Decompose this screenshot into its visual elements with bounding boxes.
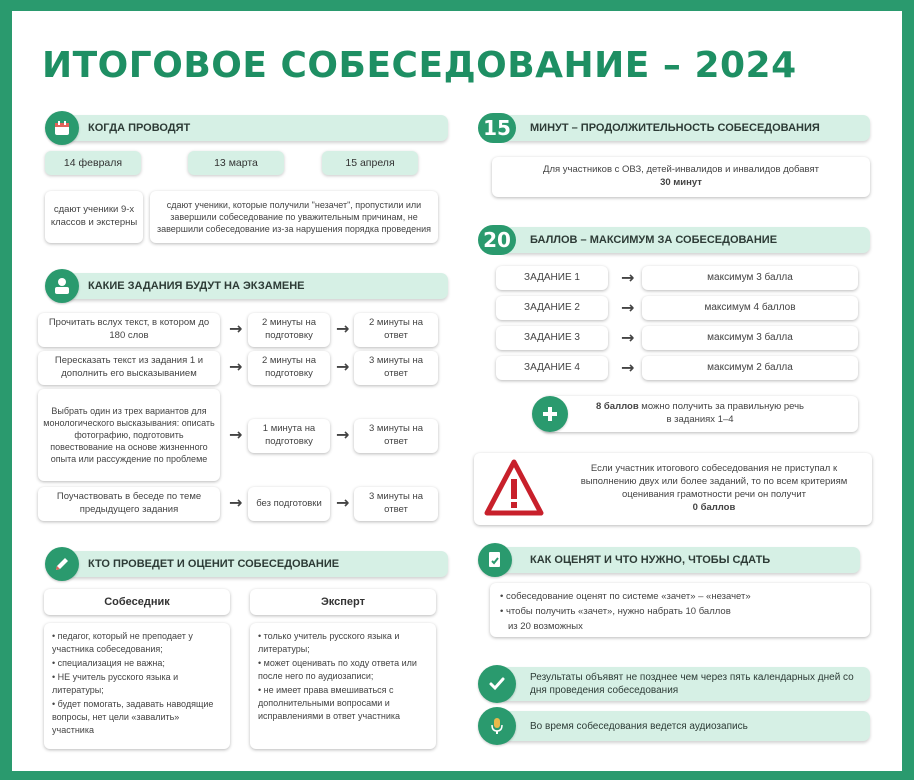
tasks-header-label: КАКИЕ ЗАДАНИЯ БУДУТ НА ЭКЗАМЕНЕ: [88, 280, 305, 292]
arrow-right-icon: →: [336, 493, 350, 512]
bonus-text: можно получить за правильную речь: [638, 401, 804, 413]
date-1: 14 февраля: [45, 151, 141, 175]
when-header: [50, 115, 448, 141]
list-item: • чтобы получить «зачет», нужно набрать 10 баллов: [500, 605, 731, 617]
bonus-points: 8 баллов: [596, 401, 639, 413]
score-max-1: максимум 3 балла: [642, 266, 858, 290]
arrow-right-icon: →: [336, 425, 350, 444]
page-title: ИТОГОВОЕ СОБЕСЕДОВАНИЕ – 2024: [42, 45, 797, 86]
audio-banner: [500, 711, 870, 741]
list-item: • НЕ учитель русского языка и литературы;: [52, 672, 179, 696]
grading-header-label: КАК ОЦЕНЯТ И ЧТО НУЖНО, ЧТОБЫ СДАТЬ: [530, 554, 771, 566]
score-task-3: ЗАДАНИЕ 3: [496, 326, 608, 350]
list-item: • будет помогать, задавать наводящие вопросы, нет цели «завалить» участника: [52, 699, 214, 736]
task-row-3-text: Выбрать один из трех вариантов для монологического высказывания: описать фотографию, подготовить повествование на основе жизненного опыта или рассуждение по проблеме: [38, 389, 220, 481]
expert-list: [250, 623, 436, 749]
pencil-icon: [45, 547, 79, 581]
arrow-right-icon: →: [229, 319, 243, 338]
arrow-right-icon: →: [229, 493, 243, 512]
plus-icon: [532, 396, 568, 432]
score-number: 20: [478, 225, 516, 255]
score-task-4: ЗАДАНИЕ 4: [496, 356, 608, 380]
duration-header-label: МИНУТ – ПРОДОЛЖИТЕЛЬНОСТЬ СОБЕСЕДОВАНИЯ: [530, 122, 820, 134]
score-header: [500, 227, 870, 253]
who-conducts-header-label: КТО ПРОВЕДЕТ И ОЦЕНИТ СОБЕСЕДОВАНИЕ: [88, 558, 340, 570]
microphone-icon: [478, 707, 516, 745]
expert-title: Эксперт: [250, 589, 436, 615]
duration-note: Для участников с ОВЗ, детей-инвалидов и инвалидов добавят: [543, 164, 819, 176]
arrow-right-icon: →: [621, 298, 635, 317]
task-row-1-prep: 2 минуты на подготовку: [248, 313, 330, 347]
duration-number: 15: [478, 113, 516, 143]
who-conducts-header: [50, 551, 448, 577]
arrow-right-icon: →: [336, 319, 350, 338]
grading-header: [500, 547, 860, 573]
duration-extra: 30 минут: [660, 177, 702, 188]
results-banner: [500, 667, 870, 701]
interlocutor-title: Собеседник: [44, 589, 230, 615]
arrow-right-icon: →: [621, 328, 635, 347]
student-icon: [45, 269, 79, 303]
score-task-1: ЗАДАНИЕ 1: [496, 266, 608, 290]
bonus-line-1: [596, 401, 804, 414]
grading-list: [490, 583, 870, 637]
list-item: из 20 возможных: [508, 620, 583, 632]
list-item: • не имеет права вмешиваться с дополнительными вопросами и исправлениями в ответ участника: [258, 685, 401, 722]
score-max-3: максимум 3 балла: [642, 326, 858, 350]
task-row-2-answer: 3 минуты на ответ: [354, 351, 438, 385]
task-row-4-text: Поучаствовать в беседе по теме предыдущего задания: [38, 487, 220, 521]
when-header-label: КОГДА ПРОВОДЯТ: [88, 122, 191, 134]
arrow-right-icon: →: [621, 358, 635, 377]
task-row-3-prep: 1 минута на подготовку: [248, 419, 330, 453]
task-row-1-answer: 2 минуты на ответ: [354, 313, 438, 347]
score-max-2: максимум 4 баллов: [642, 296, 858, 320]
audio-text: Во время собеседования ведется аудиозапись: [530, 720, 748, 732]
score-max-4: максимум 2 балла: [642, 356, 858, 380]
list-item: • педагог, который не преподает у участника собеседования;: [52, 631, 193, 655]
document-check-icon: [478, 543, 512, 577]
bonus-box: [542, 396, 858, 432]
warning-icon: [484, 459, 544, 522]
score-header-label: БАЛЛОВ – МАКСИМУМ ЗА СОБЕСЕДОВАНИЕ: [530, 234, 778, 246]
date-2: 13 марта: [188, 151, 284, 175]
date-3: 15 апреля: [322, 151, 418, 175]
infographic: [12, 11, 902, 771]
who-other-sessions: сдают ученики, которые получили "незачет", пропустили или завершили собеседование по уважительным причинам, не завершили собеседование из-за нарушения порядка проведения: [150, 191, 438, 243]
score-task-2: ЗАДАНИЕ 2: [496, 296, 608, 320]
warning-points: 0 баллов: [692, 501, 736, 513]
warning-text: Если участник итогового собеседования не приступал к выполнению двух или более заданий, то по всем критериям оценивания грамотности речи он получит: [580, 463, 848, 500]
check-icon: [478, 665, 516, 703]
bonus-line-2: в заданиях 1–4: [666, 414, 734, 425]
task-row-2-prep: 2 минуты на подготовку: [248, 351, 330, 385]
list-item: • специализация не важна;: [52, 658, 165, 669]
tasks-header: [50, 273, 448, 299]
interlocutor-list: [44, 623, 230, 749]
arrow-right-icon: →: [229, 425, 243, 444]
list-item: • может оценивать по ходу ответа или после него по аудиозаписи;: [258, 658, 417, 682]
arrow-right-icon: →: [336, 357, 350, 376]
duration-note-box: [492, 157, 870, 197]
arrow-right-icon: →: [229, 357, 243, 376]
duration-header: [500, 115, 870, 141]
task-row-4-answer: 3 минуты на ответ: [354, 487, 438, 521]
warning-text-wrap: [564, 463, 864, 514]
who-first-session: сдают ученики 9-х классов и экстерны: [45, 191, 143, 243]
task-row-3-answer: 3 минуты на ответ: [354, 419, 438, 453]
task-row-4-prep: без подготовки: [248, 487, 330, 521]
task-row-1-text: Прочитать вслух текст, в котором до 180 слов: [38, 313, 220, 347]
calendar-icon: [45, 111, 79, 145]
task-row-2-text: Пересказать текст из задания 1 и дополнить его высказыванием: [38, 351, 220, 385]
list-item: • только учитель русского языка и литературы;: [258, 631, 400, 655]
arrow-right-icon: →: [621, 268, 635, 287]
list-item: • собеседование оценят по системе «зачет» – «незачет»: [500, 591, 751, 602]
results-text: Результаты объявят не позднее чем через пять календарных дней со дня проведения собеседования: [530, 672, 854, 696]
